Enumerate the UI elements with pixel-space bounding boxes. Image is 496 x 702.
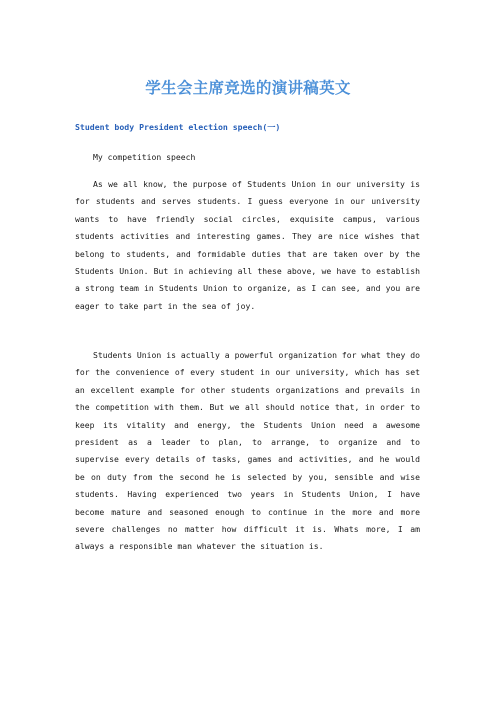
paragraph-2: Students Union is actually a powerful organization for what they do for the convenience of every student in our university, which has set an excellent example for other students organizations and prevails in the competition with them. But we all should notice that, in order to keep its vitality and energy, the Students Union need a awesome president as a leader to plan, to arrange, to organize and to supervise every details of tasks, games and activities, and he would be on duty from the second he is selected by you, sensible and wise students. Having experienced two years in Students Union, I have become mature and seasoned enough to continue in the more and more severe challenges no matter how difficult it is. Whats more, I am always a responsible man whatever the situation is.	[75, 350, 420, 552]
document-title: 学生会主席竞选的演讲稿英文	[145, 79, 351, 97]
paragraph-intro: My competition speech	[93, 152, 196, 162]
paragraph-1: As we all know, the purpose of Students Union in our university is for students and serves students. I guess everyone in our university wants to have friendly social circles, exquisite campus, various students activities and interesting games. They are nice wishes that belong to students, and formidable duties that are taken over by the Students Union. But in achieving all these above, we have to establish a strong team in Students Union to organize, as I can see, and you are eager to take part in the sea of joy.	[75, 179, 420, 311]
section-heading: Student body President election speech(一)	[75, 122, 281, 132]
